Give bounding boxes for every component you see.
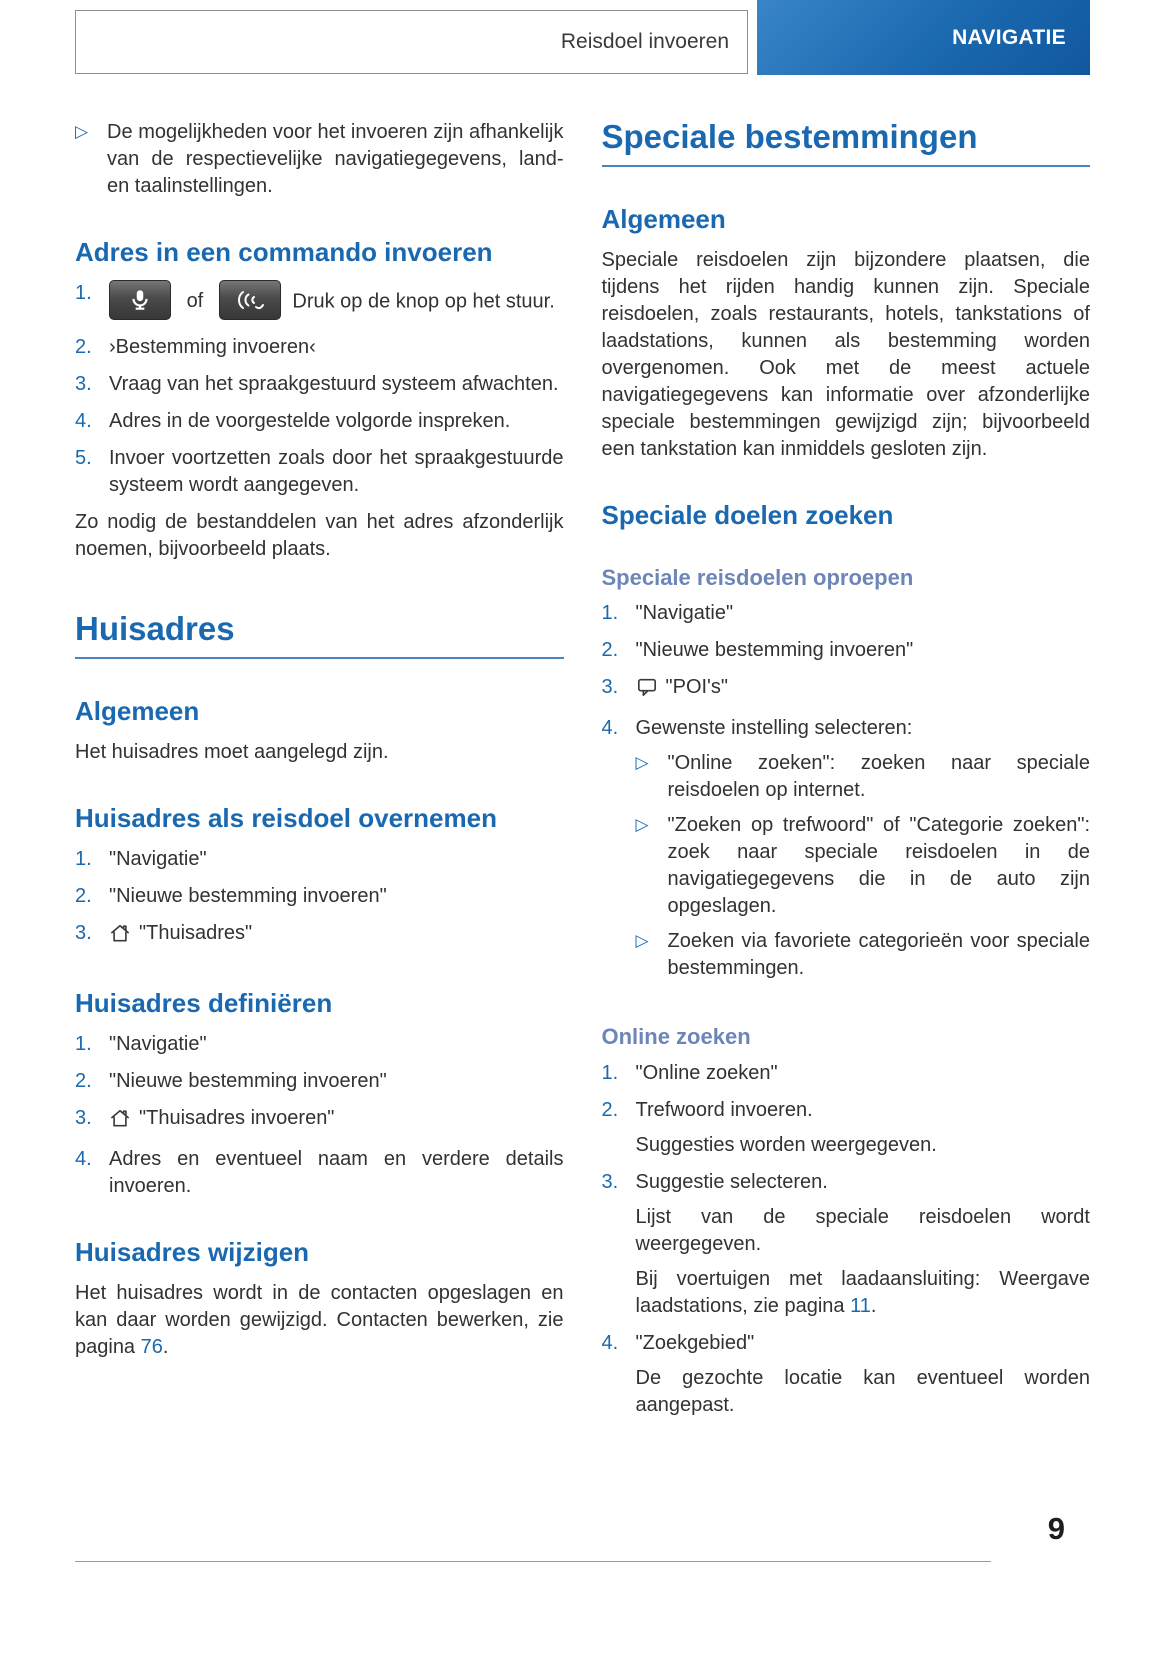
list-item [602, 715, 1091, 990]
poi-bubble-icon [636, 677, 658, 705]
list-item-text [109, 280, 564, 324]
list-number: 5. [75, 446, 92, 469]
page-link-76[interactable]: 76 [140, 1335, 163, 1358]
list-item-text [636, 1097, 1091, 1159]
list-item [602, 637, 1091, 664]
list-item [75, 408, 564, 435]
step-text: Gewenste instelling selecteren: [635, 717, 913, 740]
right-column [602, 119, 1091, 1429]
speciale-algemeen-text: Speciale reisdoelen zijn bijzondere plaatsen, die tijdens het rijden handig kunnen zijn. Speciale reisdoelen, zoals restaurants, hotels, tankstations of laadstations, kunnen als bestemming worden overgenomen. Ook met de meest actuele navigatiegegevens kan informatie over afzonderlijke speciale bestemmingen gewijzigd zijn; bijvoorbeeld een tankstation kan inmiddels gesloten zijn. [601, 249, 1090, 461]
running-title-box [75, 10, 748, 74]
step-subtext: Bij voertuigen met laadaansluiting: Weergave laadstations, zie pagina 11. [635, 1267, 1090, 1317]
heading-speciale-bestemmingen: Speciale bestemmingen [602, 119, 1091, 167]
section-tab-label: NAVIGATIE [952, 25, 1066, 49]
list-number: 3. [601, 676, 619, 699]
intro-note [75, 119, 564, 200]
content-columns [0, 75, 1165, 1429]
list-number: 3. [75, 1106, 92, 1129]
list-item [602, 1060, 1091, 1087]
list-number: 4. [601, 1331, 619, 1354]
list-item-text: "POI's" [636, 674, 1091, 705]
sub-bullet-text: Zoeken via favoriete categorieën voor speciale bestemmingen. [667, 930, 1090, 980]
list-item-text [636, 1169, 1091, 1320]
list-number: 2. [75, 1069, 92, 1092]
list-item [75, 1146, 564, 1200]
list-item-text: "Thuisadres" [109, 920, 564, 951]
step-text: Suggestie selecteren. [635, 1170, 828, 1193]
list-number: 1. [601, 602, 619, 625]
list-item-text: "Navigatie" [109, 1032, 207, 1055]
list-number: 1. [75, 847, 92, 870]
list-item [75, 1068, 564, 1095]
sub-bullet [636, 750, 1091, 804]
heading-huisadres: Huisadres [75, 611, 564, 659]
triangle-bullet-icon: ▷ [75, 122, 89, 141]
intro-note-text: De mogelijkheden voor het invoeren zijn afhankelijk van de respectievelijke navigatiegegevens, land- en taalinstellingen. [107, 121, 564, 197]
heading-adres-commando: Adres in een commando invoeren [75, 237, 493, 267]
footer-rule [75, 1561, 991, 1562]
list-number: 4. [75, 1147, 92, 1170]
list-number: 1. [75, 1032, 92, 1055]
step-subtext: De gezochte locatie kan eventueel worden aangepast. [635, 1366, 1090, 1416]
heading-huisadres-overnemen: Huisadres als reisdoel overnemen [75, 803, 497, 834]
list-item-text [636, 1330, 1091, 1419]
huisadres-algemeen-text: Het huisadres moet aangelegd zijn. [75, 741, 389, 764]
heading-huisadres-algemeen: Algemeen [75, 696, 200, 727]
list-item [602, 1330, 1091, 1419]
huisadres-wijzigen-text [75, 1280, 564, 1361]
page-link-11[interactable]: 11 [850, 1294, 871, 1317]
list-item [75, 280, 564, 324]
heading-speciale-doelen-zoeken: Speciale doelen zoeken [601, 500, 894, 531]
list-item-text: Adres in de voorgestelde volgorde inspreken. [109, 409, 511, 432]
list-item [602, 1169, 1091, 1320]
heading-huisadres-wijzigen: Huisadres wijzigen [75, 1236, 310, 1267]
of-label: of [186, 290, 204, 313]
list-number: 2. [75, 884, 92, 907]
list-item-text: "Nieuwe bestemming invoeren" [109, 1069, 387, 1092]
sub-bullet-text: "Online zoeken": zoeken naar speciale reisdoelen op internet. [667, 752, 1090, 802]
list-item-text: Invoer voortzetten zoals door het spraakgestuurde systeem wordt aangegeven. [109, 446, 564, 496]
list-item [75, 1105, 564, 1136]
running-title: Reisdoel invoeren [560, 30, 729, 53]
list-item-text: "Navigatie" [109, 847, 207, 870]
page-header [0, 0, 1165, 75]
list-item [75, 883, 564, 910]
list-item [75, 445, 564, 499]
triangle-bullet-icon: ▷ [635, 753, 649, 773]
list-item [75, 334, 564, 361]
list-item-text: "Online zoeken" [635, 1061, 778, 1084]
list-item-text: ›Bestemming invoeren‹ [109, 335, 316, 358]
list-item [75, 1031, 564, 1058]
page-number: 9 [1047, 1511, 1065, 1546]
list-item [75, 371, 564, 398]
list-number: 3. [75, 921, 92, 944]
step-text: "Zoekgebied" [635, 1331, 755, 1354]
list-item-text: Adres en eventueel naam en verdere details invoeren. [109, 1147, 564, 1197]
sub-bullet [636, 928, 1091, 982]
sub-bullet-text: "Zoeken op trefwoord" of "Categorie zoeken": zoek naar speciale reisdoelen in de navigatiegegevens die in de auto zijn opgeslagen. [667, 814, 1090, 918]
triangle-bullet-icon: ▷ [635, 815, 649, 835]
section-tab-navigatie [757, 0, 1090, 75]
list-item-text [636, 715, 1091, 990]
list-item [75, 920, 564, 951]
triangle-bullet-icon: ▷ [635, 931, 649, 951]
step1-text: Druk op de knop op het stuur. [292, 290, 555, 313]
list-item [602, 674, 1091, 705]
list-number: 4. [75, 409, 92, 432]
wijzigen-period: . [162, 1335, 169, 1358]
microphone-icon [109, 280, 171, 320]
list-item-text: Vraag van het spraakgestuurd systeem afwachten. [109, 372, 559, 395]
wijzigen-text: Het huisadres wordt in de contacten opgeslagen en kan daar worden gewijzigd. Contacten bewerken, zie pagina [75, 1281, 564, 1358]
list-item-text: "Thuisadres invoeren" [109, 1105, 564, 1136]
step-subtext: Suggesties worden weergegeven. [635, 1133, 937, 1156]
list-item-text: "Nieuwe bestemming invoeren" [635, 639, 914, 662]
list-number: 2. [601, 1098, 619, 1121]
heading-online-zoeken: Online zoeken [601, 1024, 751, 1050]
list-item [602, 1097, 1091, 1159]
home-icon [109, 1108, 131, 1136]
heading-speciale-algemeen: Algemeen [601, 204, 726, 235]
heading-speciale-reisdoelen-oproepen: Speciale reisdoelen oproepen [601, 565, 914, 591]
list-item-text: "Navigatie" [635, 602, 734, 625]
list-number: 3. [75, 372, 92, 395]
list-number: 1. [75, 281, 92, 304]
list-number: 4. [601, 717, 619, 740]
home-icon [109, 923, 131, 951]
heading-huisadres-definieren: Huisadres definiëren [75, 987, 333, 1018]
list-item [602, 600, 1091, 627]
sub-bullet [636, 812, 1091, 920]
step-subtext: Lijst van de speciale reisdoelen wordt weergegeven. [635, 1205, 1090, 1255]
list-item-text: "Nieuwe bestemming invoeren" [109, 884, 387, 907]
step-text: Trefwoord invoeren. [635, 1098, 813, 1121]
left-column [75, 119, 564, 1429]
voice-command-icon [219, 280, 281, 320]
list-item [75, 846, 564, 873]
list-number: 2. [75, 335, 92, 358]
list-number: 3. [601, 1170, 619, 1193]
command-outro: Zo nodig de bestanddelen van het adres afzonderlijk noemen, bijvoorbeeld plaats. [75, 510, 564, 560]
list-number: 1. [601, 1061, 619, 1084]
list-number: 2. [601, 639, 619, 662]
